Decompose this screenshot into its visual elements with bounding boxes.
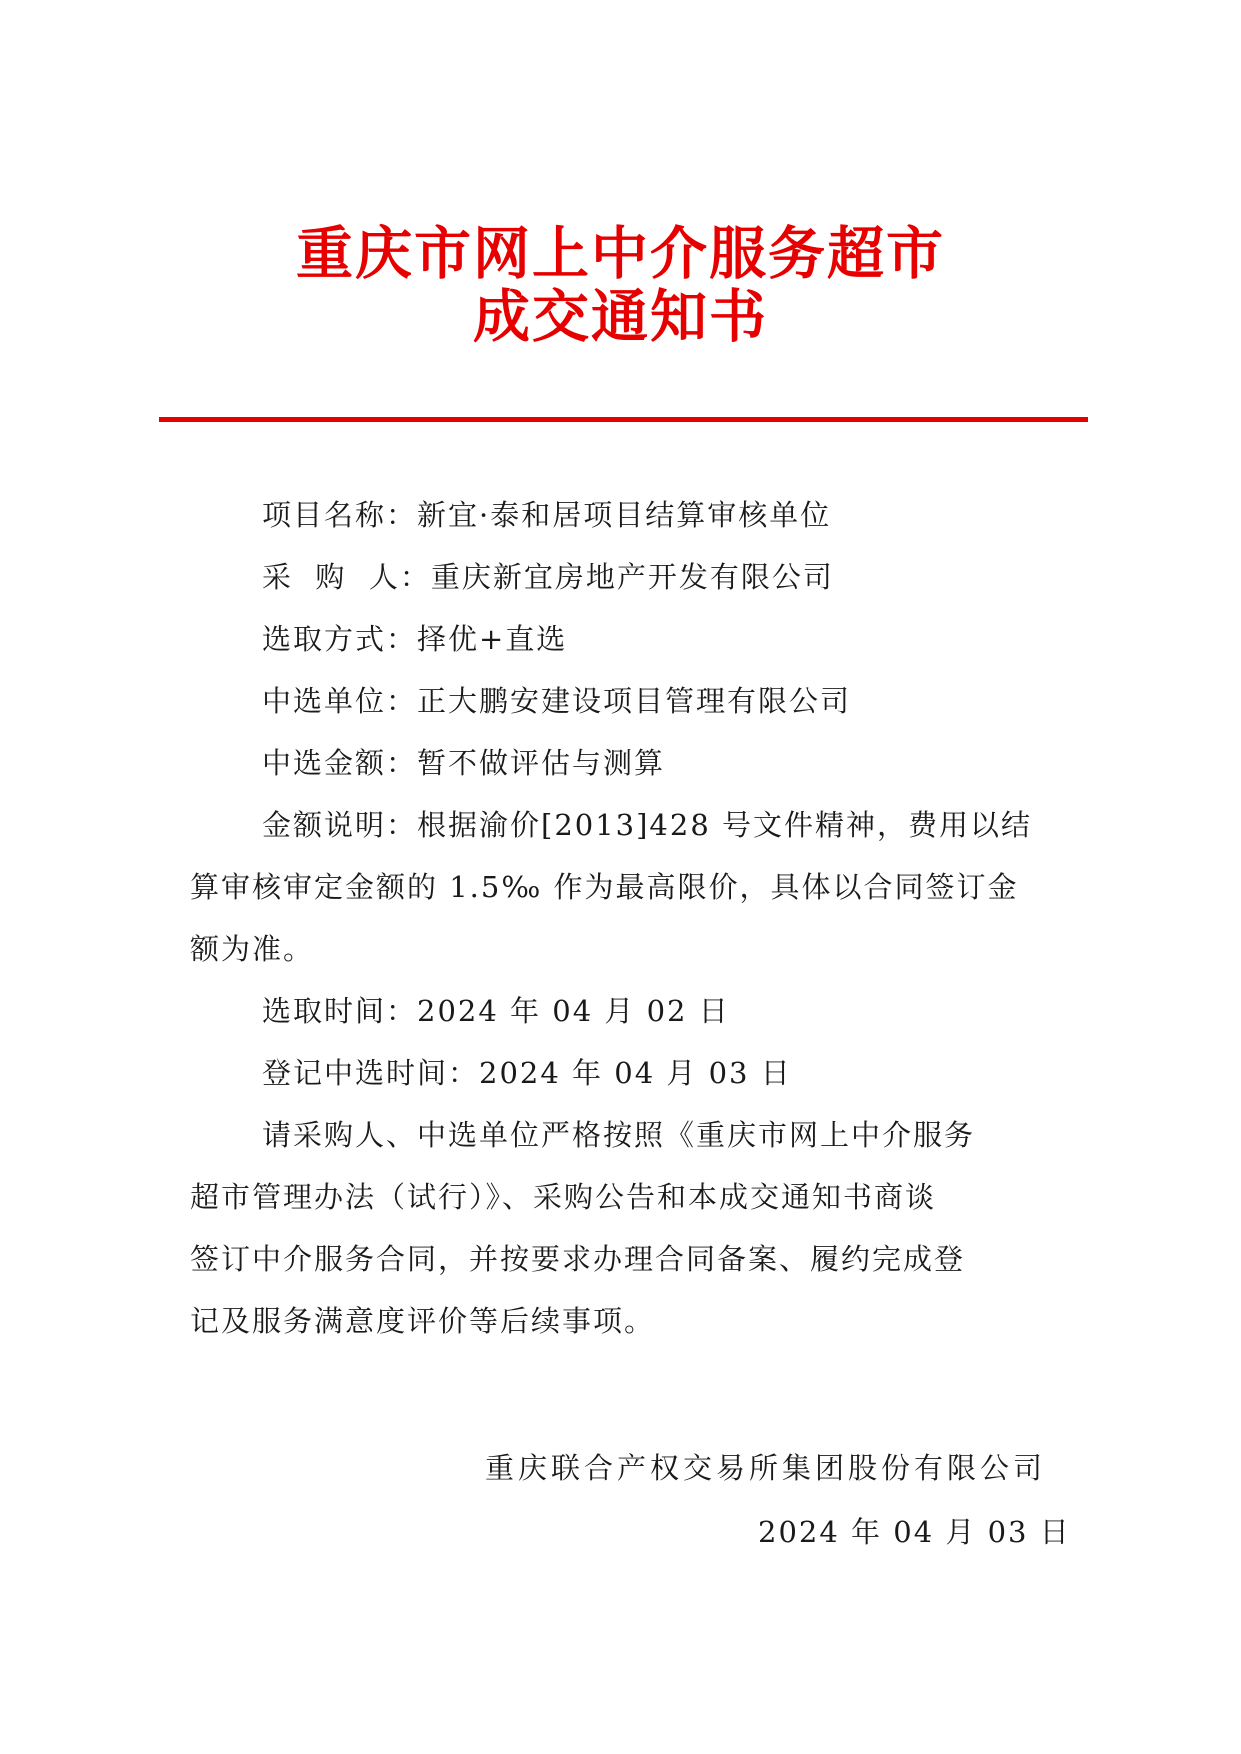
body-line: 选取时间：2024 年 04 月 02 日 (262, 994, 730, 1028)
signature-date: 2024 年 04 月 03 日 (758, 1515, 1071, 1549)
signature-company: 重庆联合产权交易所集团股份有限公司 (485, 1451, 1047, 1485)
body-line: 金额说明：根据渝价[2013]428 号文件精神，费用以结 (262, 808, 1033, 842)
body-line: 超市管理办法（试行）》、采购公告和本成交通知书商谈 (190, 1180, 937, 1214)
body-line: 选取方式：择优+直选 (262, 622, 568, 656)
body-line: 中选金额：暂不做评估与测算 (262, 746, 666, 780)
body-line: 采 购 人：重庆新宜房地产开发有限公司 (262, 560, 834, 594)
title-divider-rule (159, 417, 1088, 422)
body-line: 额为准。 (190, 932, 315, 966)
document-body (190, 484, 1087, 1352)
body-line: 中选单位：正大鹏安建设项目管理有限公司 (262, 684, 852, 718)
body-line: 请采购人、中选单位严格按照《重庆市网上中介服务 (262, 1118, 976, 1152)
body-line: 项目名称：新宜·泰和居项目结算审核单位 (262, 498, 832, 532)
page-title-line-1: 重庆市网上中介服务超市 (296, 220, 945, 287)
body-line: 记及服务满意度评价等后续事项。 (190, 1304, 656, 1338)
body-line: 签订中介服务合同，并按要求办理合同备案、履约完成登 (190, 1242, 966, 1276)
page-title (0, 222, 1241, 348)
body-line: 算审核审定金额的 1.5‰ 作为最高限价，具体以合同签订金 (190, 870, 1019, 904)
page-title-line-2: 成交通知书 (473, 283, 768, 350)
body-line: 登记中选时间：2024 年 04 月 03 日 (262, 1056, 792, 1090)
